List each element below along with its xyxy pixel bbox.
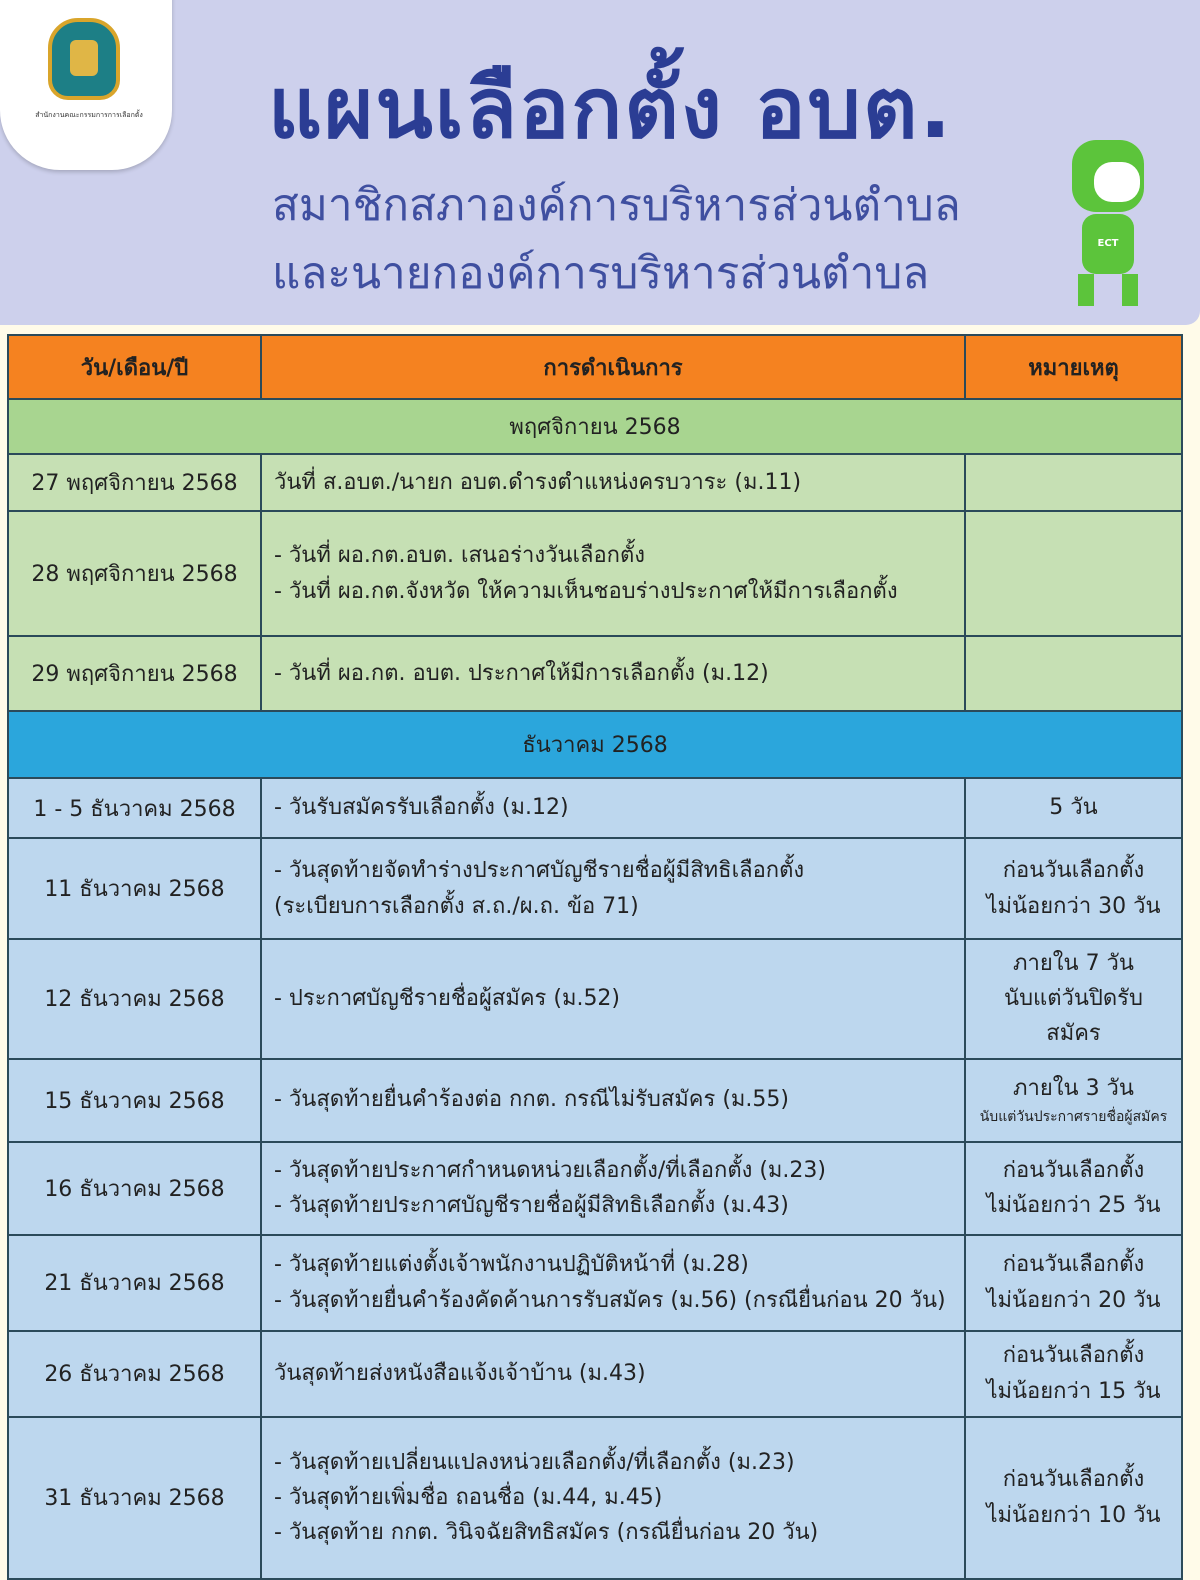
table-row (8, 1142, 1182, 1235)
action-item: (ระเบียบการเลือกตั้ง ส.ถ./ผ.ถ. ข้อ 71) (274, 893, 639, 919)
note-line: ก่อนวันเลือกตั้ง (1002, 1252, 1145, 1278)
note-cell (965, 1417, 1182, 1579)
note-cell (965, 511, 1182, 636)
note-cell (965, 636, 1182, 711)
action-item: วันที่ ส.อบต./นายก อบต.ดำรงตำแหน่งครบวาระ (ม.11) (274, 469, 802, 495)
note-line: ไม่น้อยกว่า 20 วัน (986, 1287, 1161, 1313)
action-item: - ประกาศบัญชีรายชื่อผู้สมัคร (ม.52) (274, 986, 621, 1012)
action-cell (261, 1059, 965, 1142)
note-line: ไม่น้อยกว่า 10 วัน (986, 1502, 1161, 1528)
action-cell (261, 454, 965, 511)
note-cell (965, 454, 1182, 511)
table-row (8, 454, 1182, 511)
table-row (8, 1235, 1182, 1331)
table-row (8, 939, 1182, 1059)
month-row (8, 399, 1182, 454)
action-cell (261, 838, 965, 939)
action-item: - วันสุดท้ายยื่นคำร้องคัดค้านการรับสมัคร (ม.56) (กรณียื่นก่อน 20 วัน) (274, 1287, 946, 1313)
note-line: ภายใน 3 วัน (1013, 1076, 1134, 1102)
month-label: พฤศจิกายน 2568 (8, 399, 1182, 454)
note-line: ก่อนวันเลือกตั้ง (1002, 1157, 1145, 1183)
action-item: - วันที่ ผอ.กต. อบต. ประกาศให้มีการเลือกตั้ง (ม.12) (274, 660, 769, 686)
date-cell: 16 ธันวาคม 2568 (8, 1142, 261, 1235)
note-line: นับแต่วันประกาศรายชื่อผู้สมัคร (979, 1109, 1168, 1126)
subtitle-1: สมาชิกสภาองค์การบริหารส่วนตำบล (272, 180, 961, 231)
date-cell: 15 ธันวาคม 2568 (8, 1059, 261, 1142)
action-item: - วันสุดท้ายจัดทำร่างประกาศบัญชีรายชื่อผู้มีสิทธิเลือกตั้ง (274, 858, 805, 884)
note-line: ภายใน 7 วัน (1013, 951, 1134, 976)
action-cell (261, 1417, 965, 1579)
note-cell (965, 1235, 1182, 1331)
table-row (8, 1417, 1182, 1579)
action-item: - วันสุดท้ายเปลี่ยนแปลงหน่วยเลือกตั้ง/ที่เลือกตั้ง (ม.23) (274, 1449, 795, 1475)
note-cell (965, 1331, 1182, 1417)
table-row (8, 1331, 1182, 1417)
note-cell (965, 1142, 1182, 1235)
action-cell (261, 939, 965, 1059)
note-cell (965, 838, 1182, 939)
logo-text: สำนักงานคณะกรรมการการเลือกตั้ง (35, 111, 143, 119)
date-cell: 21 ธันวาคม 2568 (8, 1235, 261, 1331)
schedule-table (7, 334, 1183, 1580)
month-row (8, 711, 1182, 778)
action-item: - วันรับสมัครรับเลือกตั้ง (ม.12) (274, 795, 569, 821)
action-cell (261, 778, 965, 838)
table-row (8, 636, 1182, 711)
date-cell: 1 - 5 ธันวาคม 2568 (8, 778, 261, 838)
note-line: ก่อนวันเลือกตั้ง (1002, 1467, 1145, 1493)
mascot-image (1062, 140, 1152, 310)
note-cell (965, 939, 1182, 1059)
note-line: ไม่น้อยกว่า 15 วัน (986, 1378, 1161, 1404)
table-row (8, 1059, 1182, 1142)
table-row (8, 838, 1182, 939)
action-cell (261, 636, 965, 711)
month-label: ธันวาคม 2568 (8, 711, 1182, 778)
date-cell: 26 ธันวาคม 2568 (8, 1331, 261, 1417)
action-item: - วันสุดท้าย กกต. วินิจฉัยสิทธิสมัคร (กรณียื่นก่อน 20 วัน) (274, 1520, 819, 1546)
action-item: วันสุดท้ายส่งหนังสือแจ้งเจ้าบ้าน (ม.43) (274, 1360, 646, 1386)
note-line: ก่อนวันเลือกตั้ง (1002, 1343, 1145, 1369)
action-cell (261, 1142, 965, 1235)
date-cell: 28 พฤศจิกายน 2568 (8, 511, 261, 636)
ect-logo (0, 0, 172, 170)
action-item: - วันที่ ผอ.กต.จังหวัด ให้ความเห็นชอบร่างประกาศให้มีการเลือกตั้ง (274, 578, 898, 604)
action-cell (261, 1331, 965, 1417)
date-cell: 29 พฤศจิกายน 2568 (8, 636, 261, 711)
date-cell: 27 พฤศจิกายน 2568 (8, 454, 261, 511)
page-header (0, 0, 1200, 325)
table-row (8, 511, 1182, 636)
col-header-action: การดำเนินการ (261, 335, 965, 399)
date-cell: 11 ธันวาคม 2568 (8, 838, 261, 939)
action-item: - วันสุดท้ายยื่นคำร้องต่อ กกต. กรณีไม่รับสมัคร (ม.55) (274, 1087, 789, 1113)
action-item: - วันสุดท้ายประกาศกำหนดหน่วยเลือกตั้ง/ที่เลือกตั้ง (ม.23) (274, 1157, 826, 1183)
action-cell (261, 511, 965, 636)
table-row (8, 778, 1182, 838)
note-cell (965, 778, 1182, 838)
date-cell: 12 ธันวาคม 2568 (8, 939, 261, 1059)
note-line: นับแต่วันปิดรับสมัคร (1004, 986, 1143, 1047)
note-cell (965, 1059, 1182, 1142)
note-line: ไม่น้อยกว่า 30 วัน (986, 893, 1161, 919)
col-header-date: วัน/เดือน/ปี (8, 335, 261, 399)
action-item: - วันสุดท้ายเพิ่มชื่อ ถอนชื่อ (ม.44, ม.45) (274, 1484, 663, 1510)
action-item: - วันสุดท้ายประกาศบัญชีรายชื่อผู้มีสิทธิเลือกตั้ง (ม.43) (274, 1193, 789, 1219)
date-cell: 31 ธันวาคม 2568 (8, 1417, 261, 1579)
note-line: ก่อนวันเลือกตั้ง (1002, 858, 1145, 884)
note-line: 5 วัน (1049, 795, 1098, 821)
action-item: - วันที่ ผอ.กต.อบต. เสนอร่างวันเลือกตั้ง (274, 543, 646, 569)
note-line: ไม่น้อยกว่า 25 วัน (986, 1193, 1161, 1219)
emblem-icon (48, 18, 120, 100)
action-item: - วันสุดท้ายแต่งตั้งเจ้าพนักงานปฏิบัติหน้าที่ (ม.28) (274, 1252, 749, 1278)
col-header-note: หมายเหตุ (965, 335, 1182, 399)
page-title: แผนเลือกตั้ง อบต. (268, 59, 954, 157)
subtitle-2: และนายกองค์การบริหารส่วนตำบล (272, 248, 930, 299)
action-cell (261, 1235, 965, 1331)
mascot-label: ECT (1082, 214, 1134, 274)
